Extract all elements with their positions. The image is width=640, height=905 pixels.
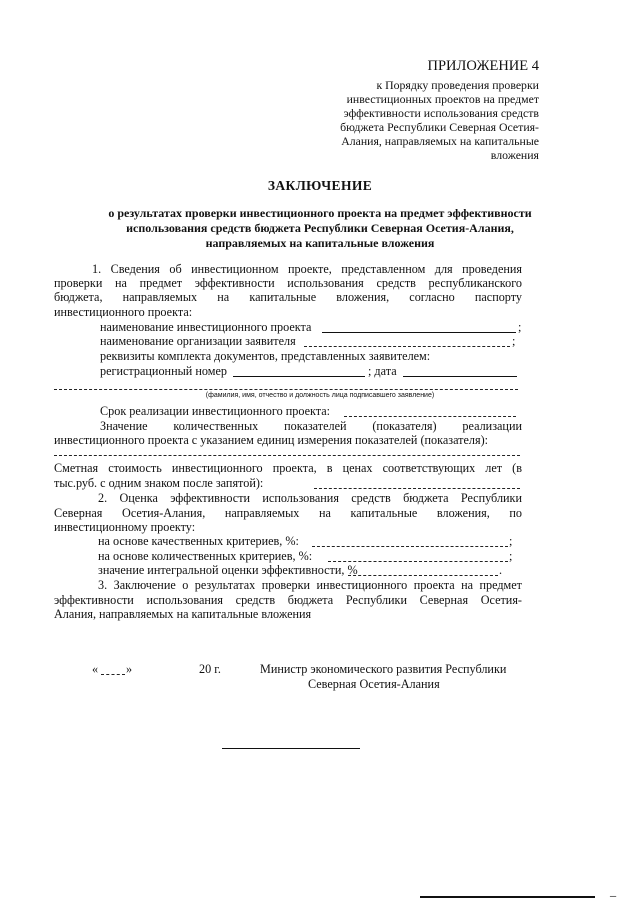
- quantitative-field[interactable]: [328, 561, 508, 562]
- qualitative-label: на основе качественных критериев, %:: [98, 534, 299, 548]
- indicators-line: инвестиционного проекта с указанием единиц измерения показателей (показателя):: [54, 433, 489, 447]
- project-name-field[interactable]: [322, 332, 516, 333]
- cost-line: Сметная стоимость инвестиционного проекта, в ценах соответствующих лет (в: [54, 461, 522, 475]
- registration-number-field[interactable]: [233, 376, 365, 377]
- annex-subtitle-line: инвестиционных проектов на предмет: [346, 92, 539, 106]
- signature-line[interactable]: [222, 748, 360, 749]
- registration-number-label: регистрационный номер: [100, 364, 227, 378]
- term-label: Срок реализации инвестиционного проекта:: [100, 404, 331, 418]
- cost-field[interactable]: [314, 488, 520, 489]
- section3-line: 3. Заключение о результатах проверки инвестиционного проекта на предмет: [98, 578, 522, 592]
- section1-line: бюджета, направляемых на капитальные вложения, согласно паспорту: [54, 290, 522, 304]
- section1-line: 1. Сведения об инвестиционном проекте, представленном для проведения: [92, 262, 522, 276]
- annex-subtitle-line: вложения: [490, 148, 539, 162]
- annex-title: ПРИЛОЖЕНИЕ 4: [427, 58, 539, 74]
- section1-line: инвестиционного проекта:: [54, 305, 193, 319]
- integral-field[interactable]: [348, 575, 498, 576]
- qualitative-field[interactable]: [312, 546, 508, 547]
- document-title: ЗАКЛЮЧЕНИЕ: [267, 178, 373, 193]
- footer-mark: _: [610, 884, 617, 898]
- document-subtitle-line: о результатах проверки инвестиционного проекта на предмет эффективности: [108, 206, 532, 220]
- section3-line: эффективности использования средств бюджета Республики Северная Осетия-: [54, 593, 522, 607]
- document-subtitle-line: направляемых на капитальные вложения: [205, 236, 435, 250]
- indicators-field[interactable]: [54, 455, 520, 456]
- section2-line: 2. Оценка эффективности использования средств бюджета Республики: [98, 491, 522, 505]
- documents-label: реквизиты комплекта документов, представленных заявителем:: [100, 349, 431, 363]
- section1-line: проверки на предмет эффективности использования средств республиканского: [54, 276, 522, 290]
- applicant-field[interactable]: [304, 346, 510, 347]
- project-name-label: наименование инвестиционного проекта: [100, 320, 312, 334]
- indicators-line: Значение количественных показателей (показателя) реализации: [100, 419, 522, 433]
- date-field[interactable]: [403, 376, 517, 377]
- section2-line: инвестиционному проекту:: [54, 520, 196, 534]
- integral-label: значение интегральной оценки эффективности, %: [98, 563, 358, 577]
- section3-line: Алания, направляемых на капитальные вложения: [54, 607, 312, 621]
- annex-subtitle-line: Алания, направляемых на капитальные: [341, 134, 539, 148]
- footer-rule: [420, 896, 595, 898]
- term-field[interactable]: [344, 416, 516, 417]
- applicant-label: наименование организации заявителя: [100, 334, 296, 348]
- annex-subtitle-line: эффективности использования средств: [343, 106, 539, 120]
- date-quote-close: »: [126, 662, 133, 676]
- annex-subtitle-line: к Порядку проведения проверки: [376, 78, 539, 92]
- cost-line: тыс.руб. с одним знаком после запятой):: [54, 476, 264, 490]
- signer-field[interactable]: [54, 389, 518, 390]
- date-quote-open: «: [92, 662, 99, 676]
- signer-note: (фамилия, имя, отчество и должность лица подписавшего заявление): [205, 392, 435, 399]
- minister-title-line: Министр экономического развития Республики: [260, 662, 507, 676]
- quantitative-label: на основе количественных критериев, %:: [98, 549, 313, 563]
- date-label: ; дата: [368, 364, 397, 378]
- minister-title-line: Северная Осетия-Алания: [308, 677, 440, 691]
- signature-day-field[interactable]: [101, 674, 125, 675]
- section2-line: Северная Осетия-Алания, направляемых на капитальные вложения, по: [54, 506, 522, 520]
- document-subtitle-line: использования средств бюджета Республики Северная Осетия-Алания,: [126, 221, 514, 235]
- annex-subtitle-line: бюджета Республики Северная Осетия-: [340, 120, 539, 134]
- signature-year: 20 г.: [199, 662, 221, 676]
